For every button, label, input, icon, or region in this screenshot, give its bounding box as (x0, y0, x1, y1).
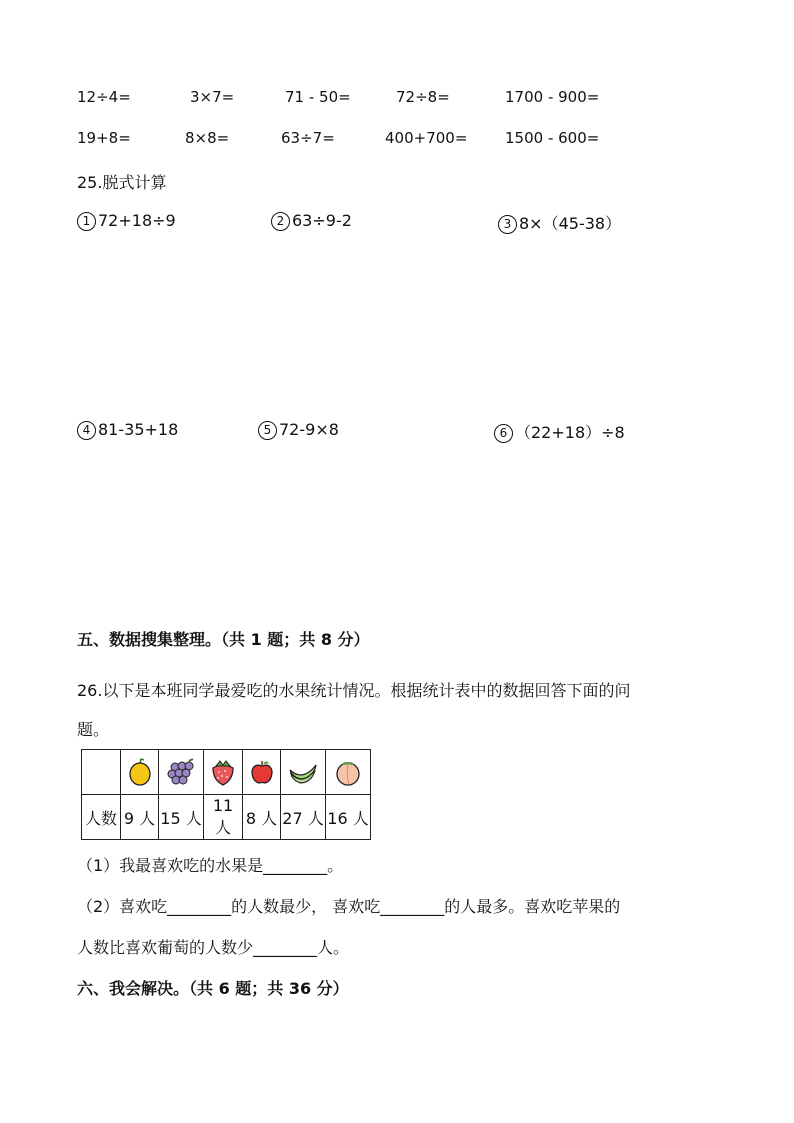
apple-icon (246, 756, 278, 788)
circled-number: 2 (271, 212, 290, 231)
grape-icon (165, 756, 197, 788)
calc-problem-5 (258, 420, 339, 440)
fruit-header-cell (121, 750, 159, 795)
expression: 8×（45-38） (519, 214, 622, 233)
sub-question-1: （1）我最喜欢吃的水果是________。 (77, 856, 344, 875)
fruit-header-cell (243, 750, 281, 795)
calc-item: 72÷8= (396, 88, 450, 106)
circled-number: 1 (77, 212, 96, 231)
expression: 72+18÷9 (98, 211, 176, 230)
circled-number: 5 (258, 421, 277, 440)
calc-item: 12÷4= (77, 88, 131, 106)
count-cell: 8 人 (243, 795, 281, 840)
section-6-title: 六、我会解决。（共 6 题；共 36 分） (77, 979, 349, 998)
fruit-header-cell (326, 750, 371, 795)
sub-question-2: （2）喜欢吃________的人数最少， 喜欢吃________的人最多。喜欢吃苹果的 (77, 897, 621, 916)
table-row (82, 795, 371, 840)
count-cell: 11 人 (204, 795, 243, 840)
calc-item: 1700 - 900= (505, 88, 600, 106)
calc-problem-6 (494, 420, 625, 443)
expression: 81-35+18 (98, 420, 179, 439)
fruit-header-cell (159, 750, 204, 795)
fruit-header-cell (204, 750, 243, 795)
question-26-text: 26.以下是本班同学最爱吃的水果统计情况。根据统计表中的数据回答下面的问 (77, 681, 631, 700)
expression: （22+18）÷8 (515, 423, 625, 442)
circled-number: 6 (494, 424, 513, 443)
count-cell: 27 人 (281, 795, 326, 840)
strawberry-icon (207, 756, 239, 788)
peach-icon (332, 756, 364, 788)
calc-item: 8×8= (185, 129, 230, 147)
calc-item: 71 - 50= (285, 88, 351, 106)
banana-icon (287, 756, 319, 788)
section-5-title: 五、数据搜集整理。（共 1 题；共 8 分） (77, 630, 370, 649)
circled-number: 4 (77, 421, 96, 440)
row-label-cell: 人数 (82, 795, 121, 840)
calc-problem-2 (271, 211, 352, 231)
question-25-title: 25.脱式计算 (77, 173, 167, 192)
calc-item: 19+8= (77, 129, 131, 147)
calc-item: 1500 - 600= (505, 129, 600, 147)
expression: 63÷9-2 (292, 211, 352, 230)
calc-problem-4 (77, 420, 178, 440)
count-cell: 16 人 (326, 795, 371, 840)
calc-item: 3×7= (190, 88, 235, 106)
lemon-icon (124, 756, 156, 788)
calc-problem-1 (77, 211, 176, 231)
table-row (82, 750, 371, 795)
sub-question-2-cont: 人数比喜欢葡萄的人数少________人。 (77, 938, 350, 957)
count-cell: 15 人 (159, 795, 204, 840)
calc-item: 400+700= (385, 129, 468, 147)
expression: 72-9×8 (279, 420, 339, 439)
fruit-header-cell (281, 750, 326, 795)
fruit-stats-table (81, 749, 371, 840)
calc-item: 63÷7= (281, 129, 335, 147)
circled-number: 3 (498, 215, 517, 234)
table-corner-cell (82, 750, 121, 795)
count-cell: 9 人 (121, 795, 159, 840)
calc-problem-3 (498, 211, 621, 234)
question-26-text-cont: 题。 (77, 720, 110, 739)
